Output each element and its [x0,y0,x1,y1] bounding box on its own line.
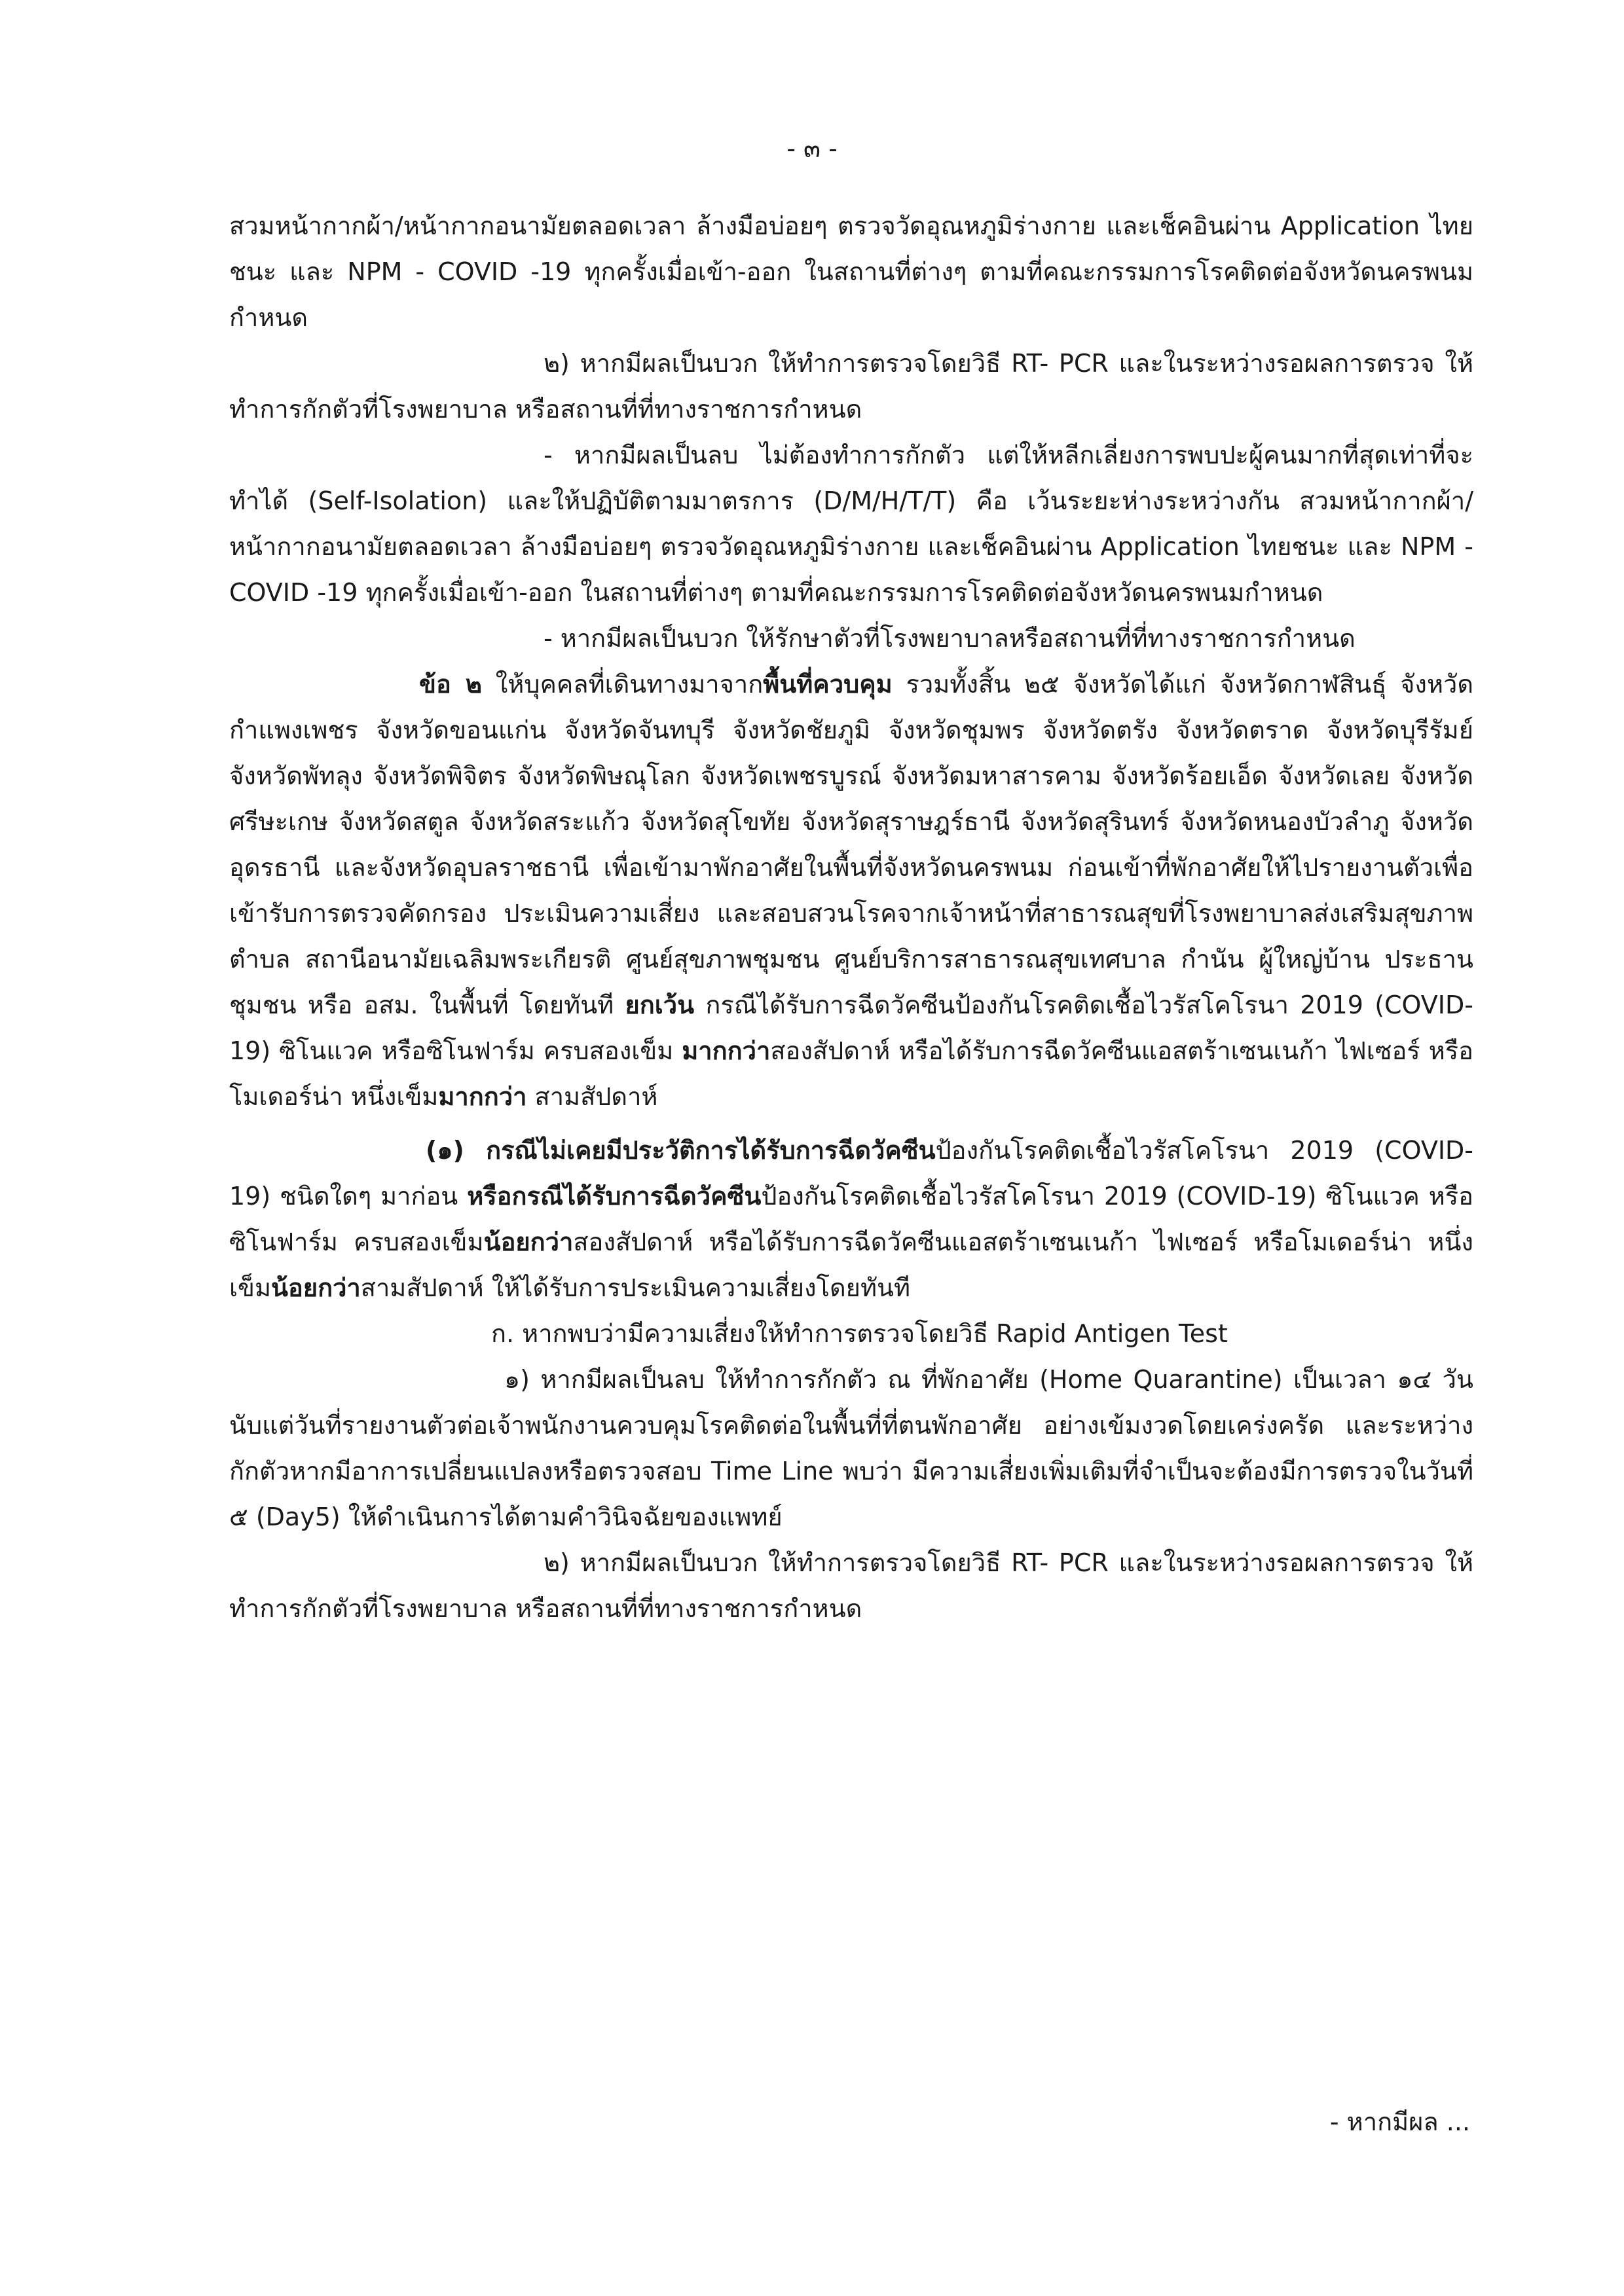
case-1-less-than-1: น้อยกว่า [483,1228,574,1256]
case-1-text-2: ป้องกันโรคติดเชื้อไวรัสโคโรนา 2019 (COVID-19) ซิโนแวค หรือซิโนฟาร์ม ครบสองเข็ม [229,1182,1473,1256]
clause-2-text-2: รวมทั้งสิ้น ๒๕ จังหวัดได้แก่ จังหวัดกาฬสินธุ์ จังหวัดกำแพงเพชร จังหวัดขอนแก่น จังหวัดจันทบุรี จังหวัดชัยภูมิ จังหวัดชุมพร จังหวัดตรัง จังหวัดตราด จังหวัดบุรีรัมย์ จังหวัดพัทลุง จังหวัดพิจิตร จังหวัดพิษณุโลก จังหวัดเพชรบูรณ์ จังหวัดมหาสารคาม จังหวัดร้อยเอ็ด จังหวัดเลย จังหวัดศรีษะเกษ จังหวัดสตูล จังหวัดสระแก้ว จังหวัดสุโขทัย จังหวัดสุราษฎร์ธานี จังหวัดสุรินทร์ จังหวัดหนองบัวลำภู จังหวัดอุดรธานี และจังหวัดอุบลราชธานี เพื่อเข้ามาพักอาศัยในพื้นที่จังหวัดนครพนม ก่อนเข้าที่พักอาศัยให้ไปรายงานตัวเพื่อเข้ารับการตรวจคัดกรอง ประเมินความเสี่ยง และสอบสวนโรคจากเจ้าหน้าที่สาธารณสุขที่โรงพยาบาลส่งเสริมสุขภาพตำบล สถานีอนามัยเฉลิมพระเกียรติ ศูนย์สุขภาพชุมชน ศูนย์บริการสาธารณสุขเทศบาล กำนัน ผู้ใหญ่บ้าน ประธานชุมชน หรือ อสม. ในพื้นที่ โดยทันที [229,670,1474,1019]
clause-2-more-than-1: มากกว่า [682,1036,771,1065]
continuation-marker: - หากมีผล ... [1329,2107,1470,2136]
clause-2-text-1: ให้บุคคลที่เดินทางมาจาก [481,670,764,699]
paragraph-ka-positive: ๒) หากมีผลเป็นบวก ให้ทำการตรวจโดยวิธี RT- PCR และในระหว่างรอผลการตรวจ ให้ทำการกักตัวที่โรงพยาบาล หรือสถานที่ที่ทางราชการกำหนด [229,1548,1473,1623]
paragraph-continuation: สวมหน้ากากผ้า/หน้ากากอนามัยตลอดเวลา ล้างมือบ่อยๆ ตรวจวัดอุณหภูมิร่างกาย และเช็คอินผ่าน Application ไทยชนะ และ NPM - COVID -19 ทุกครั้งเมื่อเข้า-ออก ในสถานที่ต่างๆ ตามที่คณะกรรมการโรคติดต่อจังหวัดนครพนมกำหนด [229,211,1473,332]
paragraph-positive-treatment: - หากมีผลเป็นบวก ให้รักษาตัวที่โรงพยาบาลหรือสถานที่ที่ทางราชการกำหนด [544,624,1356,653]
case-1-text-4: สามสัปดาห์ ให้ได้รับการประเมินความเสี่ยงโดยทันที [360,1273,911,1302]
clause-2-more-than-2: มากกว่า [438,1082,527,1111]
page-number: - ๓ - [786,134,838,163]
document-body [229,203,1473,1631]
clause-2-text-4: สองสัปดาห์ หรือได้รับการฉีดวัคซีนแอสตร้าเซนเนก้า ไฟเซอร์ หรือโมเดอร์น่า หนึ่งเข็ม [229,1036,1473,1111]
clause-2-except: ยกเว้น [625,991,695,1019]
case-1-or: หรือกรณีได้รับการฉีดวัคซีน [467,1182,762,1211]
case-1-less-than-2: น้อยกว่า [271,1273,361,1302]
paragraph-negative-result: - หากมีผลเป็นลบ ไม่ต้องทำการกักตัว แต่ให้หลีกเลี่ยงการพบปะผู้คนมากที่สุดเท่าที่จะทำได้ (Self-Isolation) และให้ปฏิบัติตามมาตรการ (D/M/H/T/T) คือ เว้นระยะห่างระหว่างกัน สวมหน้ากากผ้า/หน้ากากอนามัยตลอดเวลา ล้างมือบ่อยๆ ตรวจวัดอุณหภูมิร่างกาย และเช็คอินผ่าน Application ไทยชนะ และ NPM - COVID -19 ทุกครั้งเมื่อเข้า-ออก ในสถานที่ต่างๆ ตามที่คณะกรรมการโรคติดต่อจังหวัดนครพนมกำหนด [229,441,1473,607]
clause-2-text-3: กรณีได้รับการฉีดวัคซีนป้องกันโรคติดเชื้อไวรัสโคโรนา 2019 (COVID-19) ซิโนแวค หรือซิโนฟาร์ม ครบสองเข็ม [229,991,1473,1065]
clause-2-label: ข้อ ๒ [419,670,482,699]
case-1-title: (๑) กรณีไม่เคยมีประวัติการได้รับการฉีดวัคซีน [426,1136,936,1165]
case-1 [229,1127,1473,1311]
controlled-area: พื้นที่ควบคุม [763,670,893,699]
case-1-text-1: ป้องกันโรคติดเชื้อไวรัสโคโรนา 2019 (COVID-19) ชนิดใดๆ มาก่อน [229,1136,1473,1211]
paragraph-ka: ก. หากพบว่ามีความเสี่ยงให้ทำการตรวจโดยวิธี Rapid Antigen Test [491,1319,1228,1348]
clause-2-text-5: สามสัปดาห์ [526,1082,658,1111]
clause-2 [229,661,1473,1120]
paragraph-ka-negative: ๑) หากมีผลเป็นลบ ให้ทำการกักตัว ณ ที่พักอาศัย (Home Quarantine) เป็นเวลา ๑๔ วัน นับแต่วันที่รายงานตัวต่อเจ้าพนักงานควบคุมโรคติดต่อในพื้นที่ที่ตนพักอาศัย อย่างเข้มงวดโดยเคร่งครัด และระหว่างกักตัวหากมีอาการเปลี่ยนแปลงหรือตรวจสอบ Time Line พบว่า มีความเสี่ยงเพิ่มเติมที่จำเป็นจะต้องมีการตรวจในวันที่ ๕ (Day5) ให้ดำเนินการได้ตามคำวินิจฉัยของแพทย์ [229,1365,1473,1531]
case-1-text-3: สองสัปดาห์ หรือได้รับการฉีดวัคซีนแอสตร้าเซนเนก้า ไฟเซอร์ หรือโมเดอร์น่า หนึ่งเข็ม [229,1228,1473,1302]
paragraph-positive-result: ๒) หากมีผลเป็นบวก ให้ทำการตรวจโดยวิธี RT- PCR และในระหว่างรอผลการตรวจ ให้ทำการกักตัวที่โรงพยาบาล หรือสถานที่ที่ทางราชการกำหนด [229,349,1473,424]
